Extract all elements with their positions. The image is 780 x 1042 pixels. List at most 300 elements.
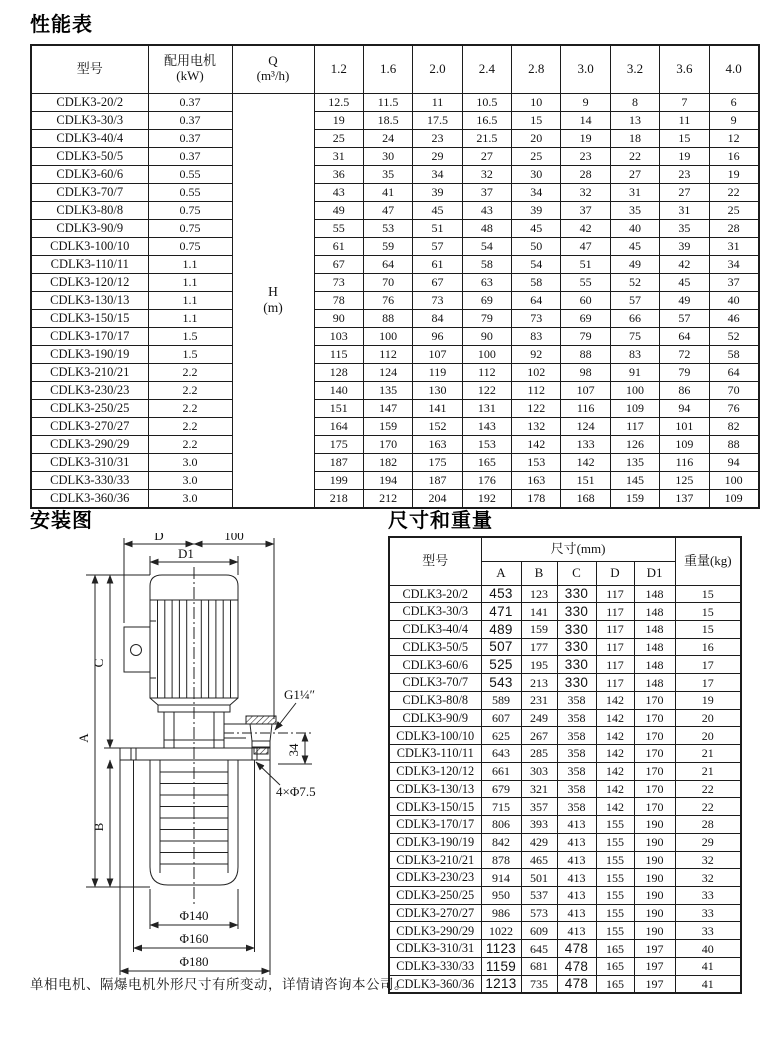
dim-a-cell: 914: [481, 869, 521, 887]
model-cell: CDLK3-70/7: [31, 183, 148, 201]
head-value-cell: 194: [363, 471, 412, 489]
dim-c-cell: 358: [557, 780, 596, 798]
head-value-cell: 88: [709, 435, 758, 453]
head-value-cell: 6: [709, 93, 758, 111]
power-cell: 2.2: [148, 363, 232, 381]
head-value-cell: 34: [512, 183, 561, 201]
head-value-cell: 13: [610, 111, 659, 129]
head-value-cell: 57: [413, 237, 462, 255]
head-value-cell: 42: [561, 219, 610, 237]
dim-c-cell: 330: [557, 620, 596, 638]
model-cell: CDLK3-270/27: [31, 417, 148, 435]
head-value-cell: 199: [314, 471, 363, 489]
dim-a-cell: 507: [481, 638, 521, 656]
head-value-cell: 31: [314, 147, 363, 165]
weight-cell: 17: [675, 656, 741, 674]
model-cell: CDLK3-210/21: [389, 851, 481, 869]
dim-c-cell: 330: [557, 585, 596, 603]
dim-a-cell: 679: [481, 780, 521, 798]
head-value-cell: 10: [512, 93, 561, 111]
model-cell: CDLK3-40/4: [389, 620, 481, 638]
dim-d1-cell: 190: [634, 851, 675, 869]
dim-d-cell: 165: [596, 957, 634, 975]
dim-d-cell: 142: [596, 780, 634, 798]
table-row: [389, 975, 741, 993]
head-value-cell: 40: [610, 219, 659, 237]
head-value-cell: 135: [363, 381, 412, 399]
dim-a-cell: 489: [481, 620, 521, 638]
model-cell: CDLK3-30/3: [389, 603, 481, 621]
head-value-cell: 25: [512, 147, 561, 165]
dim-label-phi180: Φ180: [179, 954, 209, 969]
power-cell: 0.75: [148, 237, 232, 255]
head-value-cell: 7: [660, 93, 709, 111]
head-value-cell: 96: [413, 327, 462, 345]
head-value-cell: 73: [413, 291, 462, 309]
head-value-cell: 11: [413, 93, 462, 111]
dim-d-cell: 117: [596, 620, 634, 638]
table-row: [389, 691, 741, 709]
table-row: [389, 851, 741, 869]
column-header-size-c: C: [557, 561, 596, 585]
head-value-cell: 70: [709, 381, 758, 399]
weight-cell: 16: [675, 638, 741, 656]
model-cell: CDLK3-90/9: [389, 709, 481, 727]
model-cell: CDLK3-130/13: [31, 291, 148, 309]
column-header-flow-value: 2.0: [413, 45, 462, 93]
head-value-cell: 23: [660, 165, 709, 183]
head-value-cell: 61: [314, 237, 363, 255]
head-value-cell: 34: [413, 165, 462, 183]
column-header-size-a: A: [481, 561, 521, 585]
dim-b-cell: 285: [521, 745, 557, 763]
power-cell: 0.37: [148, 129, 232, 147]
table-row: [31, 255, 759, 273]
model-cell: CDLK3-190/19: [389, 833, 481, 851]
model-cell: CDLK3-270/27: [389, 904, 481, 922]
model-cell: CDLK3-90/9: [31, 219, 148, 237]
head-value-cell: 165: [462, 453, 511, 471]
head-value-cell: 21.5: [462, 129, 511, 147]
head-value-cell: 55: [314, 219, 363, 237]
head-value-cell: 163: [413, 435, 462, 453]
dim-a-cell: 661: [481, 762, 521, 780]
head-value-cell: 78: [314, 291, 363, 309]
dim-a-cell: 589: [481, 691, 521, 709]
head-value-cell: 133: [561, 435, 610, 453]
table-row: [31, 111, 759, 129]
dim-d-cell: 155: [596, 833, 634, 851]
head-value-cell: 76: [709, 399, 758, 417]
table-row: [31, 273, 759, 291]
dim-d1-cell: 197: [634, 975, 675, 993]
dim-c-cell: 358: [557, 798, 596, 816]
power-cell: 0.75: [148, 201, 232, 219]
weight-cell: 41: [675, 975, 741, 993]
weight-cell: 20: [675, 727, 741, 745]
dim-d1-cell: 190: [634, 869, 675, 887]
head-value-cell: 147: [363, 399, 412, 417]
head-value-cell: 70: [363, 273, 412, 291]
head-value-cell: 163: [512, 471, 561, 489]
head-value-cell: 151: [561, 471, 610, 489]
model-cell: CDLK3-230/23: [389, 869, 481, 887]
pump-installation-diagram: [28, 533, 373, 978]
dim-d1-cell: 148: [634, 656, 675, 674]
dimensions-header-row-1: [389, 537, 741, 561]
head-value-cell: 25: [709, 201, 758, 219]
dim-b-cell: 141: [521, 603, 557, 621]
head-value-cell: 112: [512, 381, 561, 399]
head-value-cell: 19: [709, 165, 758, 183]
table-row: [389, 603, 741, 621]
head-value-cell: 50: [512, 237, 561, 255]
dim-b-cell: 177: [521, 638, 557, 656]
dim-b-cell: 267: [521, 727, 557, 745]
head-value-cell: 27: [660, 183, 709, 201]
head-value-cell: 143: [462, 417, 511, 435]
dim-a-cell: 806: [481, 816, 521, 834]
head-value-cell: 19: [314, 111, 363, 129]
dim-a-cell: 1022: [481, 922, 521, 940]
table-row: [31, 471, 759, 489]
head-value-cell: 34: [709, 255, 758, 273]
head-value-cell: 112: [363, 345, 412, 363]
head-value-cell: 100: [610, 381, 659, 399]
head-value-cell: 88: [561, 345, 610, 363]
head-value-cell: 67: [314, 255, 363, 273]
table-row: [31, 381, 759, 399]
dim-c-cell: 413: [557, 904, 596, 922]
power-cell: 0.37: [148, 147, 232, 165]
head-value-cell: 124: [561, 417, 610, 435]
dim-d1-cell: 170: [634, 798, 675, 816]
table-row: [389, 709, 741, 727]
head-value-cell: 98: [561, 363, 610, 381]
power-cell: 3.0: [148, 453, 232, 471]
dim-c-cell: 358: [557, 709, 596, 727]
head-value-cell: 54: [512, 255, 561, 273]
head-value-cell: 64: [363, 255, 412, 273]
head-value-cell: 30: [512, 165, 561, 183]
head-value-cell: 27: [462, 147, 511, 165]
dim-d-cell: 142: [596, 762, 634, 780]
weight-cell: 28: [675, 816, 741, 834]
dim-a-cell: 625: [481, 727, 521, 745]
power-cell: 1.5: [148, 327, 232, 345]
head-value-cell: 141: [413, 399, 462, 417]
column-header-size-d1: D1: [634, 561, 675, 585]
column-header-flow: [232, 45, 314, 93]
table-row: [31, 201, 759, 219]
head-value-cell: 218: [314, 489, 363, 508]
head-value-cell: 72: [660, 345, 709, 363]
head-value-cell: 19: [660, 147, 709, 165]
column-header-size-d: D: [596, 561, 634, 585]
head-value-cell: 137: [660, 489, 709, 508]
dim-d1-cell: 170: [634, 691, 675, 709]
head-value-cell: 17.5: [413, 111, 462, 129]
dimensions-table: [388, 536, 742, 994]
table-row: [31, 237, 759, 255]
power-cell: 2.2: [148, 399, 232, 417]
model-cell: CDLK3-50/5: [389, 638, 481, 656]
head-value-cell: 16.5: [462, 111, 511, 129]
dim-c-cell: 413: [557, 886, 596, 904]
dimensions-table-body: [389, 585, 741, 993]
dim-label-34: 34: [286, 743, 301, 757]
weight-cell: 15: [675, 585, 741, 603]
power-cell: 0.37: [148, 111, 232, 129]
head-value-cell: 18: [610, 129, 659, 147]
weight-cell: 29: [675, 833, 741, 851]
dim-d-cell: 165: [596, 975, 634, 993]
dim-b-cell: 213: [521, 674, 557, 692]
weight-cell: 22: [675, 798, 741, 816]
dim-d1-cell: 170: [634, 780, 675, 798]
head-value-cell: 49: [314, 201, 363, 219]
power-cell: 2.2: [148, 435, 232, 453]
dim-d-cell: 155: [596, 886, 634, 904]
dim-c-cell: 413: [557, 851, 596, 869]
head-value-cell: 145: [610, 471, 659, 489]
head-value-cell: 83: [610, 345, 659, 363]
head-value-cell: 125: [660, 471, 709, 489]
table-row: [389, 762, 741, 780]
dim-c-cell: 478: [557, 957, 596, 975]
head-value-cell: 52: [610, 273, 659, 291]
column-header-flow-value: 3.2: [610, 45, 659, 93]
table-row: [389, 745, 741, 763]
table-row: [31, 129, 759, 147]
dim-d1-cell: 190: [634, 904, 675, 922]
head-value-cell: 109: [709, 489, 758, 508]
column-header-flow-value: 3.0: [561, 45, 610, 93]
dim-b-cell: 249: [521, 709, 557, 727]
head-value-cell: 187: [413, 471, 462, 489]
weight-cell: 21: [675, 745, 741, 763]
dimensions-table-head: [389, 537, 741, 585]
head-value-cell: 12.5: [314, 93, 363, 111]
table-row: [389, 886, 741, 904]
model-cell: CDLK3-80/8: [389, 691, 481, 709]
dim-c-cell: 478: [557, 975, 596, 993]
table-row: [389, 585, 741, 603]
dim-a-cell: 986: [481, 904, 521, 922]
dim-a-cell: 1213: [481, 975, 521, 993]
head-value-cell: 30: [363, 147, 412, 165]
performance-section-title: 性能表: [30, 14, 93, 36]
dim-label-d1: D1: [178, 546, 194, 561]
head-value-cell: 92: [512, 345, 561, 363]
head-value-cell: 86: [660, 381, 709, 399]
column-header-motor: [148, 45, 232, 93]
dim-c-cell: 358: [557, 691, 596, 709]
dim-b-cell: 501: [521, 869, 557, 887]
head-value-cell: 119: [413, 363, 462, 381]
head-value-cell: 100: [709, 471, 758, 489]
power-cell: 1.1: [148, 309, 232, 327]
column-header-model: 型号: [389, 537, 481, 585]
dim-c-cell: 478: [557, 940, 596, 958]
head-value-cell: 112: [462, 363, 511, 381]
head-value-cell: 90: [462, 327, 511, 345]
head-value-cell: 43: [462, 201, 511, 219]
dim-a-cell: 842: [481, 833, 521, 851]
table-row: [389, 869, 741, 887]
head-value-cell: 175: [413, 453, 462, 471]
dim-d-cell: 117: [596, 638, 634, 656]
head-value-cell: 128: [314, 363, 363, 381]
head-value-cell: 47: [561, 237, 610, 255]
model-cell: CDLK3-20/2: [389, 585, 481, 603]
head-value-cell: 63: [462, 273, 511, 291]
dim-d1-cell: 148: [634, 603, 675, 621]
power-cell: 3.0: [148, 471, 232, 489]
dim-c-cell: 330: [557, 638, 596, 656]
model-cell: CDLK3-360/36: [31, 489, 148, 508]
model-cell: CDLK3-70/7: [389, 674, 481, 692]
power-cell: 1.5: [148, 345, 232, 363]
head-value-cell: 36: [314, 165, 363, 183]
dim-b-cell: 465: [521, 851, 557, 869]
table-row: [31, 327, 759, 345]
head-value-cell: 42: [660, 255, 709, 273]
table-row: [31, 219, 759, 237]
table-row: [389, 904, 741, 922]
dim-c-cell: 330: [557, 603, 596, 621]
head-value-cell: 100: [363, 327, 412, 345]
model-cell: CDLK3-60/6: [31, 165, 148, 183]
model-cell: CDLK3-330/33: [31, 471, 148, 489]
head-value-cell: 31: [610, 183, 659, 201]
dim-b-cell: 537: [521, 886, 557, 904]
dim-d-cell: 155: [596, 922, 634, 940]
head-value-cell: 182: [363, 453, 412, 471]
dim-b-cell: 573: [521, 904, 557, 922]
table-row: [31, 291, 759, 309]
table-row: [389, 620, 741, 638]
head-value-cell: 124: [363, 363, 412, 381]
head-value-cell: 49: [660, 291, 709, 309]
head-value-cell: 9: [709, 111, 758, 129]
head-value-cell: 168: [561, 489, 610, 508]
column-header-flow-value: 4.0: [709, 45, 758, 93]
table-row: [389, 922, 741, 940]
column-header-weight: 重量(kg): [675, 537, 741, 585]
head-value-cell: 60: [561, 291, 610, 309]
head-value-cell: 107: [561, 381, 610, 399]
head-value-cell: 11.5: [363, 93, 412, 111]
dim-b-cell: 393: [521, 816, 557, 834]
table-row: [31, 435, 759, 453]
head-value-cell: 109: [660, 435, 709, 453]
bolt-holes-label: 4×Φ7.5: [276, 784, 316, 799]
table-row: [31, 147, 759, 165]
footnote: 单相电机、隔爆电机外形尺寸有所变动，详情请咨询本公司。: [30, 977, 408, 992]
power-cell: 0.37: [148, 93, 232, 111]
dim-d-cell: 142: [596, 727, 634, 745]
head-value-cell: 48: [462, 219, 511, 237]
head-value-cell: 41: [363, 183, 412, 201]
head-value-cell: 58: [709, 345, 758, 363]
head-value-cell: 67: [413, 273, 462, 291]
head-value-cell: 103: [314, 327, 363, 345]
dim-a-cell: 878: [481, 851, 521, 869]
head-value-cell: 102: [512, 363, 561, 381]
model-cell: CDLK3-290/29: [389, 922, 481, 940]
motor-header-line1: 配用电机: [163, 53, 216, 69]
dim-label-b: B: [91, 822, 106, 832]
table-row: [31, 183, 759, 201]
head-value-cell: 131: [462, 399, 511, 417]
model-cell: CDLK3-60/6: [389, 656, 481, 674]
performance-table-head: [31, 45, 759, 93]
head-value-cell: 170: [363, 435, 412, 453]
head-value-cell: 75: [610, 327, 659, 345]
head-value-cell: 94: [709, 453, 758, 471]
head-value-cell: 55: [561, 273, 610, 291]
dim-label-phi160: Φ160: [179, 931, 209, 946]
head-value-cell: 22: [709, 183, 758, 201]
head-value-cell: 35: [363, 165, 412, 183]
head-value-cell: 49: [610, 255, 659, 273]
model-cell: CDLK3-50/5: [31, 147, 148, 165]
head-value-cell: 35: [610, 201, 659, 219]
head-value-cell: 9: [561, 93, 610, 111]
head-value-cell: 32: [561, 183, 610, 201]
power-cell: 0.55: [148, 183, 232, 201]
model-cell: CDLK3-360/36: [389, 975, 481, 993]
head-value-cell: 64: [709, 363, 758, 381]
dim-label-d: D: [154, 533, 164, 543]
head-value-cell: 39: [512, 201, 561, 219]
head-value-cell: 32: [462, 165, 511, 183]
head-value-cell: 73: [512, 309, 561, 327]
dim-b-cell: 159: [521, 620, 557, 638]
dim-d-cell: 165: [596, 940, 634, 958]
head-value-cell: 64: [512, 291, 561, 309]
model-cell: CDLK3-330/33: [389, 957, 481, 975]
column-header-size-group: 尺寸(mm): [481, 537, 675, 561]
head-value-cell: 79: [660, 363, 709, 381]
table-row: [31, 453, 759, 471]
head-value-cell: 100: [462, 345, 511, 363]
table-row: [389, 674, 741, 692]
model-cell: CDLK3-80/8: [31, 201, 148, 219]
model-cell: CDLK3-100/10: [389, 727, 481, 745]
head-value-cell: 58: [512, 273, 561, 291]
dim-b-cell: 231: [521, 691, 557, 709]
dim-d1-cell: 197: [634, 940, 675, 958]
head-value-cell: 52: [709, 327, 758, 345]
table-row: [389, 638, 741, 656]
dim-label-a: A: [76, 733, 91, 743]
dim-d-cell: 155: [596, 869, 634, 887]
head-value-cell: 159: [610, 489, 659, 508]
table-row: [31, 363, 759, 381]
column-header-flow-value: 3.6: [660, 45, 709, 93]
head-value-cell: 19: [561, 129, 610, 147]
head-value-cell: 27: [610, 165, 659, 183]
dim-d-cell: 142: [596, 798, 634, 816]
dim-b-cell: 195: [521, 656, 557, 674]
model-cell: CDLK3-110/11: [389, 745, 481, 763]
dim-b-cell: 645: [521, 940, 557, 958]
model-cell: CDLK3-150/15: [31, 309, 148, 327]
dim-a-cell: 950: [481, 886, 521, 904]
head-value-cell: 192: [462, 489, 511, 508]
